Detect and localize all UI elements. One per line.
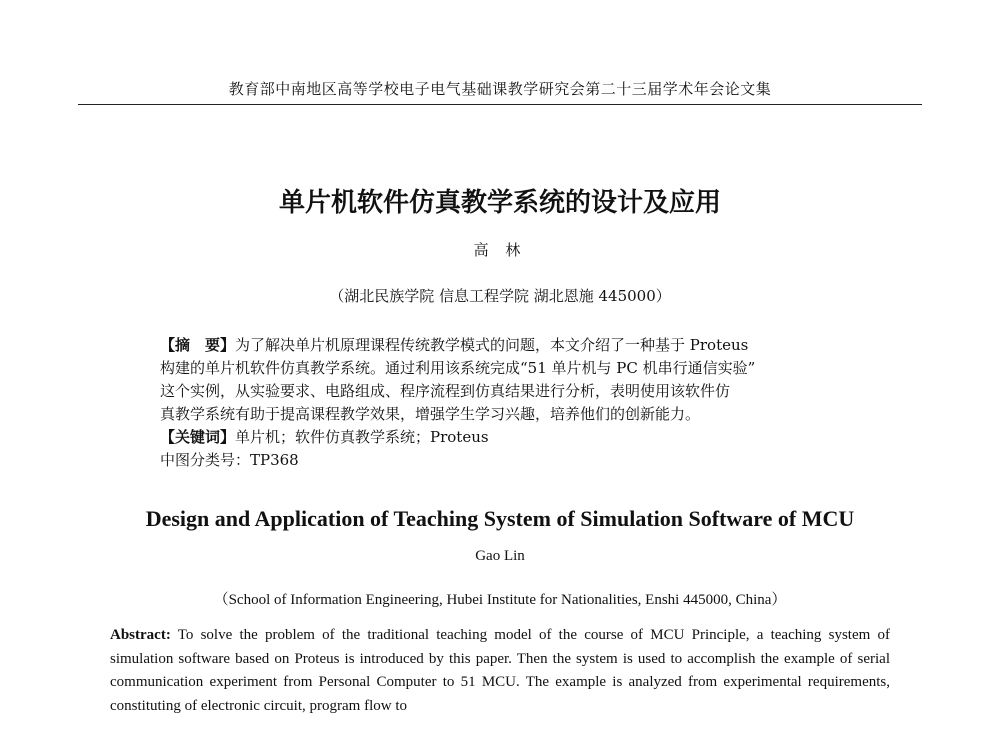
running-header: 教育部中南地区高等学校电子电气基础课教学研究会第二十三届学术年会论文集 — [228, 80, 772, 98]
affiliation-english: （School of Information Engineering, Hubei Institute for Nationalities, Enshi 445000, China） — [213, 592, 787, 608]
header-rule — [78, 104, 922, 105]
keywords-cn-text: 单片机；软件仿真教学系统；Proteus — [235, 428, 489, 446]
keywords-chinese — [160, 426, 850, 449]
abstract-cn-label: 【摘 要】 — [160, 336, 236, 354]
abstract-chinese — [160, 334, 850, 472]
affiliation-chinese: （湖北民族学院 信息工程学院 湖北恩施 445000） — [329, 287, 671, 305]
clc-number: 中图分类号：TP368 — [160, 451, 299, 469]
author-english: Gao Lin — [475, 548, 525, 564]
abstract-cn-line-1 — [160, 334, 850, 357]
keywords-cn-label: 【关键词】 — [160, 428, 236, 446]
title-chinese: 单片机软件仿真教学系统的设计及应用 — [278, 188, 721, 218]
title-english: Design and Application of Teaching System of Simulation Software of MCU — [145, 506, 855, 531]
abstract-cn-line-2: 构建的单片机软件仿真教学系统。通过利用该系统完成“51 单片机与 PC 机串行通信实验” — [160, 359, 756, 377]
abstract-cn-text-1: 为了解决单片机原理课程传统教学模式的问题，本文介绍了一种基于 Proteus — [235, 336, 749, 354]
author-chinese: 高 林 — [473, 241, 527, 259]
abstract-english — [110, 624, 890, 718]
abstract-en-label: Abstract: — [110, 627, 171, 643]
abstract-cn-line-4: 真教学系统有助于提高课程教学效果，增强学生学习兴趣，培养他们的创新能力。 — [160, 405, 701, 423]
abstract-cn-line-3: 这个实例，从实验要求、电路组成、程序流程到仿真结果进行分析，表明使用该软件仿 — [160, 382, 731, 400]
abstract-en-text: To solve the problem of the traditional teaching model of the course of MCU Principle, a teaching system of simulation software based on Proteus is introduced by this paper. Then the system is used to accomplish the example of serial communication experiment from Personal Computer to 51 MCU. The example is analyzed from experimental requirements, constituting of electronic circuit, program flow to — [110, 627, 890, 714]
